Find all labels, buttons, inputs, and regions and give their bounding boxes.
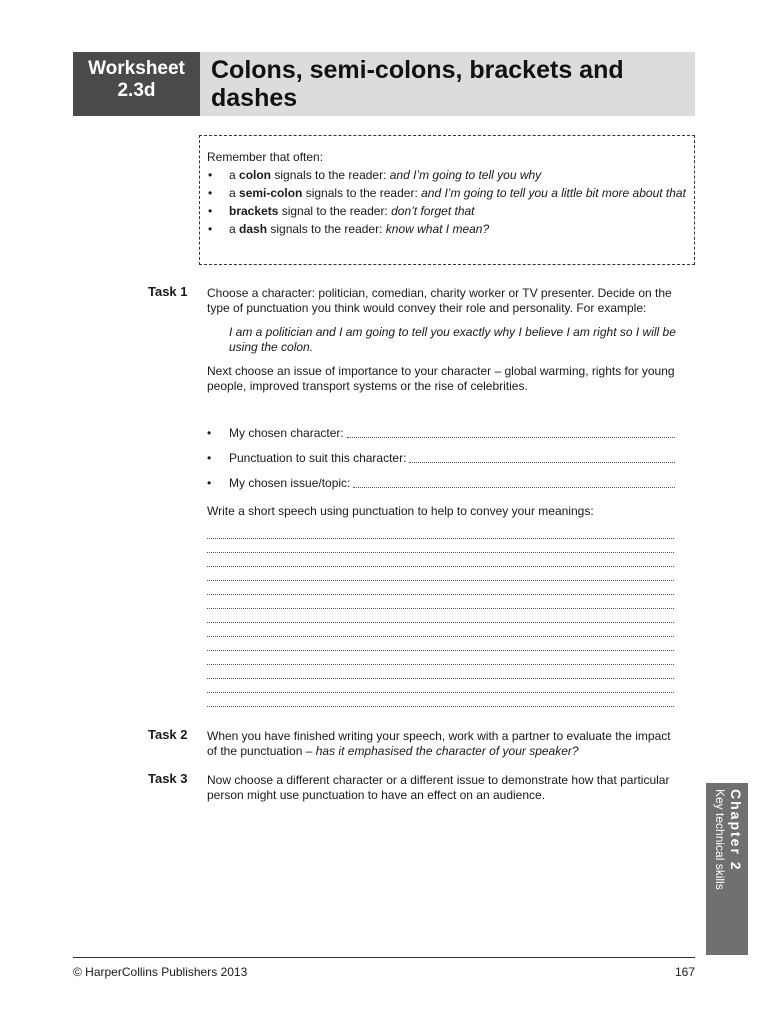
field-issue-line[interactable] bbox=[353, 476, 675, 488]
item-meaning: don’t forget that bbox=[391, 204, 475, 218]
writing-line[interactable] bbox=[207, 552, 674, 553]
task-1-issue: Next choose an issue of importance to your character – global warming, rights for young people, improved transport systems or the rise of celebrities. bbox=[207, 364, 675, 393]
writing-line[interactable] bbox=[207, 650, 674, 651]
item-prefix: a bbox=[229, 222, 240, 236]
item-meaning: and I’m going to tell you a little bit more about that bbox=[421, 186, 686, 200]
worksheet-badge bbox=[73, 52, 200, 116]
writing-line[interactable] bbox=[207, 636, 674, 637]
field-character[interactable] bbox=[207, 426, 675, 440]
title-line-2: dashes bbox=[211, 84, 298, 112]
field-punctuation-label: Punctuation to suit this character: bbox=[229, 451, 407, 465]
chapter-label: Chapter 2 bbox=[728, 789, 744, 872]
reminder-box bbox=[199, 135, 695, 265]
item-mid: signals to the reader: bbox=[267, 222, 386, 236]
writing-line[interactable] bbox=[207, 706, 674, 707]
worksheet-number: 2.3d bbox=[117, 80, 156, 101]
item-meaning: and I’m going to tell you why bbox=[389, 168, 542, 182]
item-meaning: know what I mean? bbox=[385, 222, 490, 236]
writing-line[interactable] bbox=[207, 580, 674, 581]
task-2-label: Task 2 bbox=[148, 727, 188, 742]
writing-line[interactable] bbox=[207, 566, 674, 567]
bullet-icon: • bbox=[207, 451, 212, 465]
copyright: © HarperCollins Publishers 2013 bbox=[73, 965, 248, 979]
item-mid: signals to the reader: bbox=[271, 168, 390, 182]
item-term: semi-colon bbox=[239, 186, 303, 200]
writing-line[interactable] bbox=[207, 608, 674, 609]
bullet-icon: • bbox=[208, 186, 213, 200]
reminder-item-semicolon bbox=[207, 186, 686, 200]
task-2-question: has it emphasised the character of your speaker? bbox=[315, 743, 579, 758]
title-line-1: Colons, semi-colons, brackets and bbox=[211, 56, 624, 84]
writing-line[interactable] bbox=[207, 678, 674, 679]
bullet-icon: • bbox=[208, 222, 213, 236]
item-term: brackets bbox=[229, 204, 279, 218]
chapter-side-text bbox=[706, 783, 748, 955]
writing-line[interactable] bbox=[207, 622, 674, 623]
task-1-label: Task 1 bbox=[148, 284, 188, 299]
reminder-item-colon bbox=[207, 168, 686, 182]
task-2-text: When you have finished writing your speech, work with a partner to evaluate the impact of the punctuation – bbox=[207, 729, 671, 758]
worksheet-label: Worksheet bbox=[88, 58, 185, 79]
writing-line[interactable] bbox=[207, 692, 674, 693]
item-mid: signal to the reader: bbox=[278, 204, 392, 218]
task-1-intro: Choose a character: politician, comedian, charity worker or TV presenter. Decide on the type of punctuation you think would convey their role and personality. For example: bbox=[207, 286, 672, 315]
writing-line[interactable] bbox=[207, 664, 674, 665]
writing-line[interactable] bbox=[207, 538, 674, 539]
reminder-list bbox=[207, 168, 686, 236]
item-term: colon bbox=[239, 168, 272, 182]
item-prefix: a bbox=[229, 168, 240, 182]
task-3-text: Now choose a different character or a different issue to demonstrate how that particular person might use punctuation to have an effect on an audience. bbox=[207, 773, 670, 802]
bullet-icon: • bbox=[207, 426, 212, 440]
field-punctuation[interactable] bbox=[207, 451, 675, 465]
task-1-example: I am a politician and I am going to tell you exactly why I believe I am right so I will be using the colon. bbox=[229, 325, 676, 354]
item-prefix: a bbox=[229, 186, 240, 200]
field-issue[interactable] bbox=[207, 476, 675, 490]
bullet-icon: • bbox=[208, 204, 213, 218]
reminder-item-dash bbox=[207, 222, 686, 236]
chapter-side-tab bbox=[706, 783, 748, 955]
reminder-intro: Remember that often: bbox=[207, 150, 324, 164]
page-title bbox=[200, 52, 695, 116]
bullet-icon: • bbox=[208, 168, 213, 182]
page-number: 167 bbox=[674, 965, 695, 979]
item-mid: signals to the reader: bbox=[302, 186, 422, 200]
field-punctuation-line[interactable] bbox=[409, 451, 675, 463]
writing-line[interactable] bbox=[207, 594, 674, 595]
task-2-body bbox=[207, 729, 677, 758]
chapter-subtitle: Key technical skills bbox=[713, 789, 727, 890]
reminder-item-brackets bbox=[207, 204, 686, 218]
item-term: dash bbox=[239, 222, 268, 236]
bullet-icon: • bbox=[207, 476, 212, 490]
speech-prompt: Write a short speech using punctuation to help to convey your meanings: bbox=[207, 504, 594, 518]
field-character-label: My chosen character: bbox=[229, 426, 344, 440]
task-3-label: Task 3 bbox=[148, 771, 188, 786]
footer-divider bbox=[73, 957, 695, 958]
task-1-body bbox=[207, 286, 677, 393]
field-issue-label: My chosen issue/topic: bbox=[229, 476, 351, 490]
field-character-line[interactable] bbox=[347, 426, 675, 438]
